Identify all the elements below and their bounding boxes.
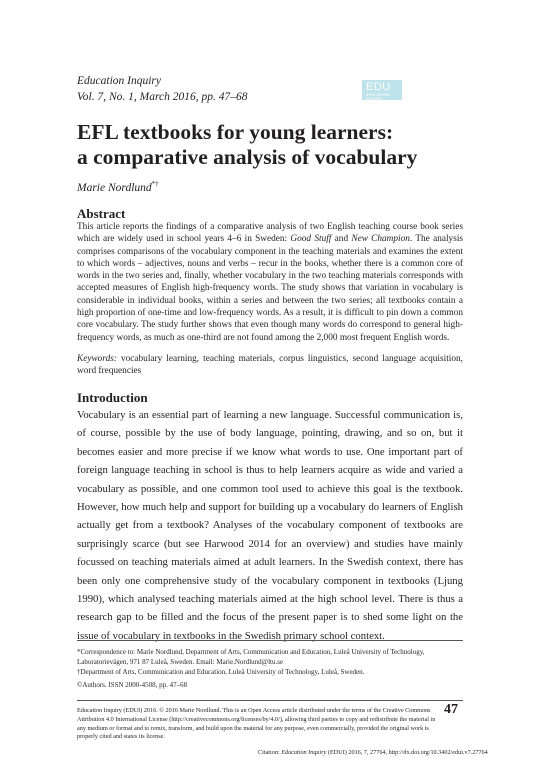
keywords	[77, 353, 463, 378]
author-marks: *†	[151, 180, 159, 188]
footnote-affiliation: †Department of Arts, Communication and Education, Luleå University of Technology, Luleå, Sweden.	[77, 668, 365, 676]
license-text: Education Inquiry (EDUI) 2016. © 2016 Marie Nordlund. This is an Open Access article distributed under the terms of the Creative Commons Attribution 4.0 International License (http://creativecommons.org/licenses/by/4.0/), allowing third parties to copy and redistribute the material in any medium or format and to remix, transform, and build upon the material for any purpose, even commercially, provided the original work is properly cited and states its license.	[77, 707, 436, 741]
citation-line	[258, 749, 488, 756]
author-name: Marie Nordlund	[77, 181, 152, 194]
title-line-2: a comparative analysis of vocabulary	[77, 145, 418, 169]
abstract-book-2: New Champion	[351, 234, 410, 245]
title-line-1: EFL textbooks for young learners:	[77, 120, 394, 144]
abstract-part-1: This article reports the findings of a comparative analysis of two English teaching course book series which are widely used in school years 4–6 in Sweden:	[77, 222, 463, 245]
abstract-text	[77, 221, 463, 344]
footnote-copyright: ©Authors. ISSN 2000-4508, pp. 47–68	[77, 681, 188, 689]
citation-journal: Education Inquiry	[281, 749, 327, 756]
journal-logo	[362, 80, 402, 100]
introduction-text: Vocabulary is an essential part of learning a new language. Successful communication is, of course, possible by the use of body language, pointing, drawing, and so on, but it becomes easier and more precise if we know what words to use. One important part of foreign language teaching in school is thus to help learners acquire as wide and varied a vocabulary as possible, and one common tool used to achieve this goal is the textbook. However, how much help and support for building up a vocabulary do learners of English actually get from a textbook? Analyses of the vocabulary component of textbooks are surprisingly scarce (but see Harwood 2014 for an overview) and studies have mainly focussed on teaching materials aimed at adult learners. In the Swedish context, there has been only one comprehensive study of the vocabulary component in textbooks (Ljung 1990), which analysed teaching materials aimed at the high school level. There is thus a research gap to be filled and the focus of the present paper is to shed some light on the issue of vocabulary in textbooks in the Swedish primary school context.	[77, 409, 463, 642]
keywords-label: Keywords:	[77, 354, 117, 364]
abstract-and: and	[331, 234, 352, 245]
logo-subtext: EDUCATION INQUIRY	[366, 92, 390, 101]
journal-issue: Vol. 7, No. 1, March 2016, pp. 47–68	[77, 90, 248, 103]
keywords-list: vocabulary learning, teaching materials, corpus linguistics, second language acquisition, word frequencies	[77, 354, 463, 377]
publisher-divider	[77, 700, 463, 701]
author-line	[77, 180, 159, 194]
citation-label: Citation:	[258, 749, 282, 756]
abstract-heading: Abstract	[77, 206, 126, 221]
citation-details: (EDUI) 2016, 7, 27764, http://dx.doi.org/10.3402/edui.v7.27764	[326, 749, 488, 756]
footnote-divider	[77, 640, 463, 641]
journal-name: Education Inquiry	[77, 75, 161, 87]
article-title	[77, 120, 477, 170]
introduction-heading: Introduction	[77, 390, 148, 405]
footnote-correspondence: *Correspondence to: Marie Nordlund, Department of Arts, Communication and Education, Luleå University of Technology, Laboratorievägen, 971 87 Luleå, Sweden. Email: Marie.Nordlund@ltu.se	[77, 648, 425, 666]
page-number: 47	[444, 702, 458, 717]
footnotes	[77, 647, 467, 690]
abstract-part-2: . The analysis comprises comparisons of the vocabulary component in the teaching materials and examines the extent to which words – adjectives, nouns and verbs – recur in the books, whether there is a common core of words in the two series and, finally, whether vocabulary in the two teaching materials corresponds with accepted measures of English high-frequency words. The study shows that variation in vocabulary is considerable in individual books, within a series and between the two series; all textbooks contain a high proportion of one-time and low-frequency words. As a result, it is difficult to pin down a common core vocabulary. The study further shows that even though many words do correspond to general high-frequency words, as much as one-third are not found among the 2,000 most frequent English words.	[77, 234, 464, 343]
logo-text: EDU	[366, 81, 391, 93]
journal-header	[77, 74, 247, 105]
abstract-book-1: Good Stuff	[290, 234, 332, 245]
license-notice	[77, 707, 441, 742]
